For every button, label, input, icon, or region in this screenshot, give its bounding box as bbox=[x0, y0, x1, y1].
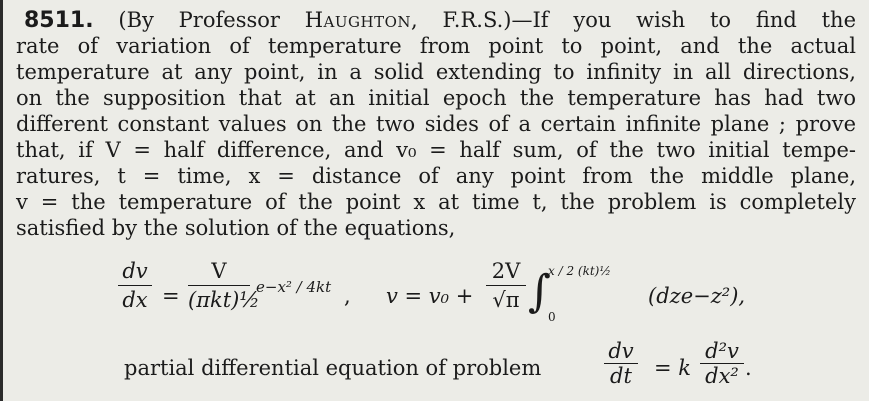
problem-line-6: that, if V = half difference, and v₀ = half sum, of the two initial tempe- bbox=[16, 138, 856, 162]
problem-line-9: satisfied by the solution of the equations, bbox=[16, 216, 456, 240]
problem-line-8: v = the temperature of the point x at time t, the problem is completely bbox=[16, 190, 856, 214]
problem-line-4: on the supposition that at an initial epoch the temperature has had two bbox=[16, 86, 856, 110]
attribution-close: , F.R.S.) bbox=[411, 8, 512, 32]
pde-lhs-numerator: dv bbox=[608, 339, 634, 363]
pde-rhs-numerator: d²v bbox=[705, 339, 739, 363]
pde-period: . bbox=[745, 356, 752, 380]
integral-lower-limit: 0 bbox=[548, 310, 556, 324]
eq2-coef-denominator: √π bbox=[492, 288, 520, 312]
pde-lhs-denominator: dt bbox=[610, 364, 632, 388]
eq2-coef-numerator: 2V bbox=[491, 259, 521, 283]
pde-equals: = k bbox=[654, 356, 691, 380]
pde-rhs-denominator: dx² bbox=[705, 364, 739, 388]
attribution-open: (By Professor bbox=[118, 8, 305, 32]
eq1-exponential: e−x² / 4kt bbox=[256, 278, 332, 296]
pde-lhs-fraction bbox=[604, 340, 638, 387]
eq2-coefficient bbox=[486, 258, 526, 313]
pde-line bbox=[124, 340, 864, 398]
eq1-lhs-numerator: dv bbox=[122, 259, 148, 283]
eq1-lhs-fraction bbox=[118, 258, 152, 313]
equation-line bbox=[118, 258, 858, 342]
eq2-coef-bar bbox=[486, 285, 526, 286]
eq2-lhs: v = v₀ + bbox=[386, 284, 474, 308]
problem-line-7: ratures, t = time, x = distance of any point from the middle plane, bbox=[16, 164, 856, 188]
problem-line-1-text: —If you wish to find the bbox=[511, 8, 856, 32]
eq1-comma: , bbox=[344, 284, 351, 308]
eq1-lhs-denominator: dx bbox=[122, 288, 148, 312]
pde-text: partial differential equation of problem bbox=[124, 356, 542, 380]
problem-line-3: temperature at any point, in a solid extending to infinity in all directions, bbox=[16, 60, 856, 84]
pde-rhs-fraction bbox=[700, 340, 744, 387]
problem-text bbox=[16, 7, 856, 241]
eq1-rhs-bar bbox=[188, 285, 250, 286]
author-name: Haughton bbox=[304, 8, 412, 32]
eq1-rhs-denominator: (πkt)½ bbox=[188, 288, 260, 312]
eq1-rhs-fraction bbox=[188, 258, 260, 313]
page-left-rule bbox=[0, 0, 3, 401]
eq1-rhs-numerator: V bbox=[211, 259, 227, 283]
eq1-lhs-bar bbox=[118, 285, 152, 286]
problem-line-5: different constant values on the two sides of a certain infinite plane ; prove bbox=[16, 112, 856, 136]
eq1-equals: = bbox=[162, 284, 180, 308]
integral-upper-limit: x / 2 (kt)½ bbox=[548, 264, 611, 278]
problem-number: 8511. bbox=[24, 8, 94, 33]
eq2-integrand: (dze−z²), bbox=[648, 284, 746, 308]
problem-line-2: rate of variation of temperature from point to point, and the actual bbox=[16, 34, 856, 58]
integral-sign: ∫ bbox=[528, 266, 551, 317]
problem-line-1 bbox=[16, 7, 856, 33]
